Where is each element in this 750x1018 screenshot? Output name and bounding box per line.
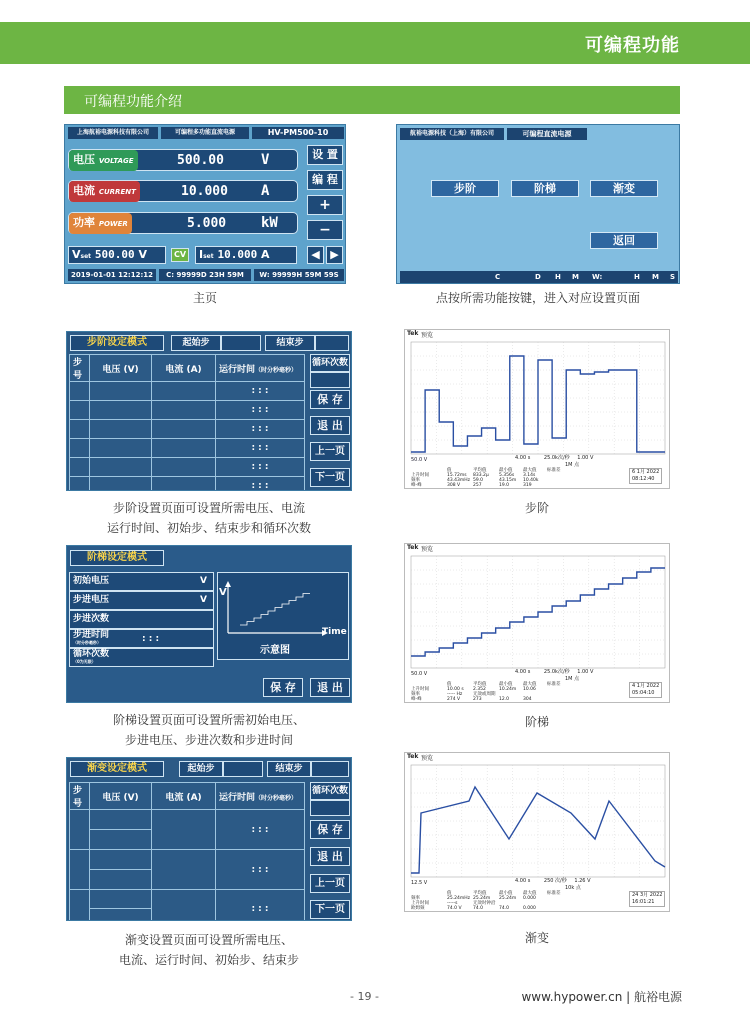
osc-step-rate: 25.0k次/秒 <box>543 455 570 461</box>
meas-cell: 12.0 <box>499 697 510 702</box>
voltage-readout <box>68 149 298 171</box>
ramp-save-button[interactable]: 保 存 <box>310 820 350 839</box>
main-screen <box>64 124 346 284</box>
meas-cell: 频率 <box>411 692 420 697</box>
osc-ramp-clock: 16:01:21 <box>632 899 655 905</box>
meas-cell: 308 V <box>447 483 461 488</box>
meas-cell: 59.0 <box>473 478 484 483</box>
ladder-diagram <box>217 572 349 660</box>
section-bar <box>64 86 680 114</box>
table-header <box>70 783 305 810</box>
table-row[interactable] <box>70 439 305 458</box>
step-start-input[interactable] <box>221 335 261 351</box>
osc-ramp-ch: 12.5 V <box>411 880 428 886</box>
osc-step-time-info <box>515 455 593 469</box>
company-label: 上海航裕电源科技有限公司 <box>68 127 158 139</box>
top-banner <box>0 22 750 64</box>
ramp-cycle-button[interactable]: 循环次数 <box>310 782 350 800</box>
voltage-label-en: VOLTAGE <box>98 157 134 165</box>
status-w: W: 99999H 59M 59S <box>254 269 344 281</box>
model-label: HV-PM500-10 <box>252 127 344 139</box>
osc-ladder-meas <box>411 682 561 702</box>
caption-ramp-wave: 渐变 <box>524 931 549 945</box>
meas-cell: 无效或周期 <box>473 692 496 697</box>
osc-ramp-readout <box>411 880 427 887</box>
caption-step-line2: 运行时间、初始步、结束步和循环次数 <box>106 521 311 535</box>
osc-ladder-rate: 25.0k次/秒 <box>543 669 570 675</box>
arrow-right-icon: ▶ <box>330 248 339 261</box>
ramp-button[interactable]: 渐变 <box>590 180 658 197</box>
osc-ladder-time-info <box>515 669 593 683</box>
time-sep: : : : <box>216 420 305 439</box>
iset-field[interactable] <box>195 246 297 264</box>
meas-cell: 19.0 <box>499 483 510 488</box>
meas-hdr: 最小值 <box>499 468 513 473</box>
meas-cell: 欧姆频 <box>411 906 425 911</box>
osc-step-brand: Tek <box>407 330 419 337</box>
ramp-cycle-input[interactable] <box>310 800 350 816</box>
select-company: 航裕电源科技（上海）有限公司 <box>400 128 504 140</box>
col-time-sub: （时分秒毫秒） <box>255 366 298 374</box>
osc-step-date <box>629 468 662 484</box>
step-cycle-input[interactable] <box>310 372 350 388</box>
osc-ladder-date <box>629 682 662 698</box>
osc-step-trig: 1.00 V <box>577 455 594 461</box>
meas-cell: 319 <box>523 483 532 488</box>
osc-ramp-pts: 10k 点 <box>565 885 581 891</box>
col-voltage: 电压 (V) <box>90 783 152 810</box>
select-status-m2: M <box>652 273 659 281</box>
table-row[interactable] <box>70 458 305 477</box>
voltage-unit: V <box>261 152 270 168</box>
osc-ramp-time-info <box>515 878 591 892</box>
ladder-row-unit: : : : <box>142 634 160 644</box>
ramp-end-label: 结束步 <box>267 761 311 777</box>
osc-step-date-text: 6 1月 2022 <box>632 469 660 475</box>
ladder-row-label: 步进次数 <box>73 614 110 624</box>
ladder-row-step-count[interactable] <box>69 610 214 629</box>
ladder-row-label: 步进电压 <box>73 595 110 605</box>
table-row[interactable] <box>70 850 305 870</box>
meas-cell: 无效时钟沿 <box>473 901 496 906</box>
meas-hdr: 标准差 <box>547 891 561 896</box>
meas-hdr: 值 <box>447 891 452 896</box>
meas-cell: 频率 <box>411 896 420 901</box>
osc-ladder-clock: 05:04:10 <box>632 690 655 696</box>
ladder-button[interactable]: 阶梯 <box>511 180 579 197</box>
osc-ramp <box>404 752 670 912</box>
current-readout <box>68 180 298 202</box>
current-label: 电流 <box>73 184 95 197</box>
osc-ladder-trig: 1.00 V <box>577 669 594 675</box>
osc-ladder-time: 4.00 s <box>515 669 531 675</box>
meas-hdr: 平均值 <box>473 891 487 896</box>
step-save-button[interactable]: 保 存 <box>310 390 350 409</box>
time-sep: : : : <box>216 458 305 477</box>
step-cycle-button[interactable]: 循环次数 <box>310 354 350 372</box>
time-sep: : : : <box>216 890 305 922</box>
osc-step <box>404 329 670 489</box>
osc-ramp-meas <box>411 891 561 911</box>
current-label-en: CURRENT <box>98 188 136 196</box>
osc-ladder-pts: 1M 点 <box>565 676 580 682</box>
caption-ramp-line1: 渐变设置页面可设置所需电压、 <box>124 933 293 947</box>
ladder-row-step-time[interactable] <box>69 629 214 648</box>
osc-ramp-date-text: 24 3月 2022 <box>632 892 663 898</box>
osc-ramp-state: 预览 <box>421 755 434 762</box>
status-datetime: 2019-01-01 12:12:12 <box>68 269 156 281</box>
caption-step <box>66 498 352 538</box>
osc-ladder-state: 预览 <box>421 546 434 553</box>
step-exit-button[interactable]: 退 出 <box>310 416 350 435</box>
footer-site: www.hypower.cn | 航裕电源 <box>521 990 682 1004</box>
select-screen <box>396 124 680 284</box>
table-row[interactable] <box>70 477 305 492</box>
osc-ladder-date-text: 4 1月 2022 <box>632 683 660 689</box>
ramp-next-button[interactable]: 下一页 <box>310 900 350 919</box>
section-title: 可编程功能介绍 <box>84 94 182 110</box>
meas-hdr: 最小值 <box>499 891 513 896</box>
meas-cell: 43.43mHz <box>447 478 471 483</box>
step-title: 步阶设定模式 <box>70 335 164 351</box>
caption-ladder-wave: 阶梯 <box>524 715 549 729</box>
table-row[interactable] <box>70 420 305 439</box>
program-button[interactable]: 编 程 <box>307 170 343 190</box>
meas-cell: 74.0 <box>473 906 484 911</box>
osc-ladder-readout <box>411 671 427 678</box>
ladder-row-label: 循环次数 <box>73 649 110 659</box>
ladder-screen <box>66 545 352 703</box>
ramp-exit-button[interactable]: 退 出 <box>310 847 350 866</box>
table-header <box>70 355 305 382</box>
vset-value: 500.00 <box>94 248 135 261</box>
meas-hdr: 最小值 <box>499 682 513 687</box>
caption-ladder-line2: 步进电压、步进次数和步进时间 <box>124 733 293 747</box>
vset-sub: set <box>80 253 92 260</box>
caption-ramp-line2: 电流、运行时间、初始步、结束步 <box>118 953 299 967</box>
osc-ramp-trig: 1.26 V <box>574 878 591 884</box>
step-screen <box>66 331 352 491</box>
ladder-diagram-label: 示意图 <box>260 645 290 656</box>
arrow-left-icon: ◀ <box>311 248 320 261</box>
meas-hdr: 标准差 <box>547 468 561 473</box>
meas-hdr: 最大值 <box>523 891 537 896</box>
ladder-form <box>69 572 214 667</box>
power-readout <box>68 212 298 234</box>
select-title: 可编程直流电源 <box>507 128 587 140</box>
meas-cell: ----- Hz <box>447 692 463 697</box>
col-time <box>216 355 305 382</box>
step-table <box>69 354 305 491</box>
ladder-row-cycle[interactable] <box>69 648 214 667</box>
meas-cell: 25.24m <box>473 896 491 901</box>
time-sep: : : : <box>216 439 305 458</box>
ramp-prev-button[interactable]: 上一页 <box>310 874 350 893</box>
caption-ladder <box>66 710 352 750</box>
meas-cell: -----s <box>447 901 458 906</box>
meas-cell: 上升时间 <box>411 901 429 906</box>
osc-ladder <box>404 543 670 703</box>
ladder-row-unit: V <box>200 595 207 605</box>
cv-badge: CV <box>171 248 189 262</box>
meas-cell: 10.00 s <box>447 687 464 692</box>
caption-step-wave: 步阶 <box>524 501 549 515</box>
osc-ramp-date <box>629 891 665 907</box>
meas-hdr: 标准差 <box>547 682 561 687</box>
step-end-label: 结束步 <box>265 335 315 351</box>
plus-button[interactable]: + <box>307 195 343 215</box>
status-c: C: 99999D 23H 59M <box>159 269 251 281</box>
meas-cell: 0.000 <box>523 906 536 911</box>
ramp-end-input[interactable] <box>311 761 349 777</box>
table-row[interactable] <box>70 401 305 420</box>
col-time-sub: （时分秒毫秒） <box>255 794 298 802</box>
ladder-row-initial-voltage[interactable] <box>69 572 214 591</box>
meas-hdr: 最大值 <box>523 468 537 473</box>
time-sep: : : : <box>216 382 305 401</box>
ramp-table <box>69 782 305 921</box>
select-status-bar <box>400 271 678 283</box>
meas-cell: 峰-峰 <box>411 483 422 488</box>
osc-step-meas <box>411 468 561 488</box>
power-value: 5.000 <box>187 216 227 231</box>
osc-step-readout <box>411 457 427 464</box>
time-sep: : : : <box>216 850 305 890</box>
col-step-no: 步号 <box>70 783 90 810</box>
meas-cell: 43.15m <box>499 478 517 483</box>
meas-cell: 峰-峰 <box>411 697 422 702</box>
col-step-no: 步号 <box>70 355 90 382</box>
col-time-label: 运行时间 <box>219 364 256 375</box>
settings-button[interactable]: 设 置 <box>307 145 343 165</box>
step-start-label: 起始步 <box>171 335 221 351</box>
meas-hdr: 平均值 <box>473 682 487 687</box>
page-number: - 19 - <box>350 990 379 1003</box>
ladder-row-label: 步进时间 <box>73 630 110 640</box>
meas-cell: 5.356s <box>499 473 515 478</box>
iset-label: I <box>199 248 204 261</box>
select-status-d: D <box>535 273 541 281</box>
time-sep: : : : <box>216 477 305 492</box>
col-current: 电流 (A) <box>152 783 216 810</box>
current-unit: A <box>261 183 270 199</box>
meas-cell: 10.24m <box>499 687 517 692</box>
vset-label: V <box>72 248 81 261</box>
meas-cell: 15.72ms <box>447 473 467 478</box>
caption-ladder-line1: 阶梯设置页面可设置所需初始电压、 <box>112 713 305 727</box>
col-voltage: 电压 (V) <box>90 355 152 382</box>
select-status-h1: H <box>555 273 561 281</box>
voltage-value: 500.00 <box>177 153 224 168</box>
meas-cell: 0.000 <box>523 896 536 901</box>
meas-cell: 25.24mHz <box>447 896 471 901</box>
vset-field[interactable] <box>68 246 166 264</box>
osc-step-pts: 1M 点 <box>565 462 580 468</box>
minus-button[interactable]: − <box>307 220 343 240</box>
meas-cell: 304 <box>523 697 532 702</box>
meas-cell: 273 <box>473 697 482 702</box>
iset-value: 10.000 <box>217 248 258 261</box>
step-prev-button[interactable]: 上一页 <box>310 442 350 461</box>
ladder-row-sub: （0为无限） <box>73 659 96 664</box>
table-row[interactable] <box>70 382 305 401</box>
select-status-s: S <box>670 273 676 281</box>
meas-cell: 74.0 V <box>447 906 462 911</box>
osc-ladder-brand: Tek <box>407 544 419 551</box>
current-value: 10.000 <box>181 184 228 199</box>
arrow-right-button[interactable] <box>326 246 343 264</box>
meas-hdr: 值 <box>447 682 452 687</box>
caption-step-line1: 步阶设置页面可设置所需电压、电流 <box>112 501 305 515</box>
ladder-row-sub: （时分秒毫秒） <box>73 640 101 645</box>
select-status-w: W: <box>592 273 603 281</box>
power-label: 功率 <box>73 216 95 229</box>
meas-hdr: 值 <box>447 468 452 473</box>
col-time <box>216 783 305 810</box>
power-unit: kW <box>261 215 278 231</box>
arrow-left-button[interactable] <box>307 246 324 264</box>
table-row[interactable] <box>70 890 305 909</box>
ladder-exit-button[interactable]: 退 出 <box>310 678 350 697</box>
osc-step-ch: 50.0 V <box>411 457 428 463</box>
meas-cell: 274 V <box>447 697 461 702</box>
power-label-en: POWER <box>98 220 128 228</box>
caption-ramp <box>66 930 352 970</box>
back-button[interactable]: 返回 <box>590 232 658 249</box>
select-status-h2: H <box>634 273 640 281</box>
osc-step-clock: 08:12:40 <box>632 476 655 482</box>
ladder-row-step-voltage[interactable] <box>69 591 214 610</box>
product-label: 可编程多功能直流电源 <box>161 127 249 139</box>
meas-hdr: 最大值 <box>523 682 537 687</box>
osc-ramp-time: 4.00 s <box>515 878 531 884</box>
osc-ladder-ch: 50.0 V <box>411 671 428 677</box>
meas-cell: 833.2µ <box>473 473 489 478</box>
ramp-screen <box>66 757 352 921</box>
meas-cell: 2.352 <box>473 687 486 692</box>
osc-step-time: 4.00 s <box>515 455 531 461</box>
iset-sub: set <box>203 253 214 260</box>
meas-cell: 257 <box>473 483 482 488</box>
ramp-start-input[interactable] <box>223 761 263 777</box>
ramp-title: 渐变设定模式 <box>70 761 164 777</box>
meas-cell: 上升时间 <box>411 473 429 478</box>
col-current: 电流 (A) <box>152 355 216 382</box>
caption-main: 主页 <box>192 291 217 305</box>
col-time-label: 运行时间 <box>219 792 256 803</box>
ladder-axis-v: V <box>219 587 227 598</box>
meas-cell: 10.40k <box>523 478 539 483</box>
meas-cell: 25.24m <box>499 896 517 901</box>
select-status-c: C <box>495 273 501 281</box>
banner-title: 可编程功能 <box>585 35 680 56</box>
iset-unit: A <box>261 248 270 261</box>
caption-select: 点按所需功能按键，进入对应设置页面 <box>435 291 640 305</box>
meas-hdr: 平均值 <box>473 468 487 473</box>
meas-cell: 上升时间 <box>411 687 429 692</box>
time-sep: : : : <box>216 810 305 850</box>
ladder-row-label: 初始电压 <box>73 576 110 586</box>
meas-cell: 74.0 <box>499 906 510 911</box>
ladder-save-button[interactable]: 保 存 <box>263 678 303 697</box>
table-row[interactable] <box>70 810 305 830</box>
time-sep: : : : <box>216 401 305 420</box>
ladder-title: 阶梯设定模式 <box>70 550 164 566</box>
meas-cell: 3.14s <box>523 473 536 478</box>
step-end-input[interactable] <box>315 335 349 351</box>
osc-ramp-brand: Tek <box>407 753 419 760</box>
meas-cell: 频率 <box>411 478 420 483</box>
select-status-m1: M <box>572 273 579 281</box>
osc-step-state: 预览 <box>421 332 434 339</box>
meas-cell: 10.06 <box>523 687 536 692</box>
osc-ramp-rate: 250 次/秒 <box>543 878 567 884</box>
ladder-axis-t: Time <box>322 627 347 637</box>
step-next-button[interactable]: 下一页 <box>310 468 350 487</box>
vset-unit: V <box>138 248 147 261</box>
ladder-row-unit: V <box>200 576 207 586</box>
ramp-start-label: 起始步 <box>179 761 223 777</box>
step-button[interactable]: 步阶 <box>431 180 499 197</box>
voltage-label: 电压 <box>73 153 95 166</box>
